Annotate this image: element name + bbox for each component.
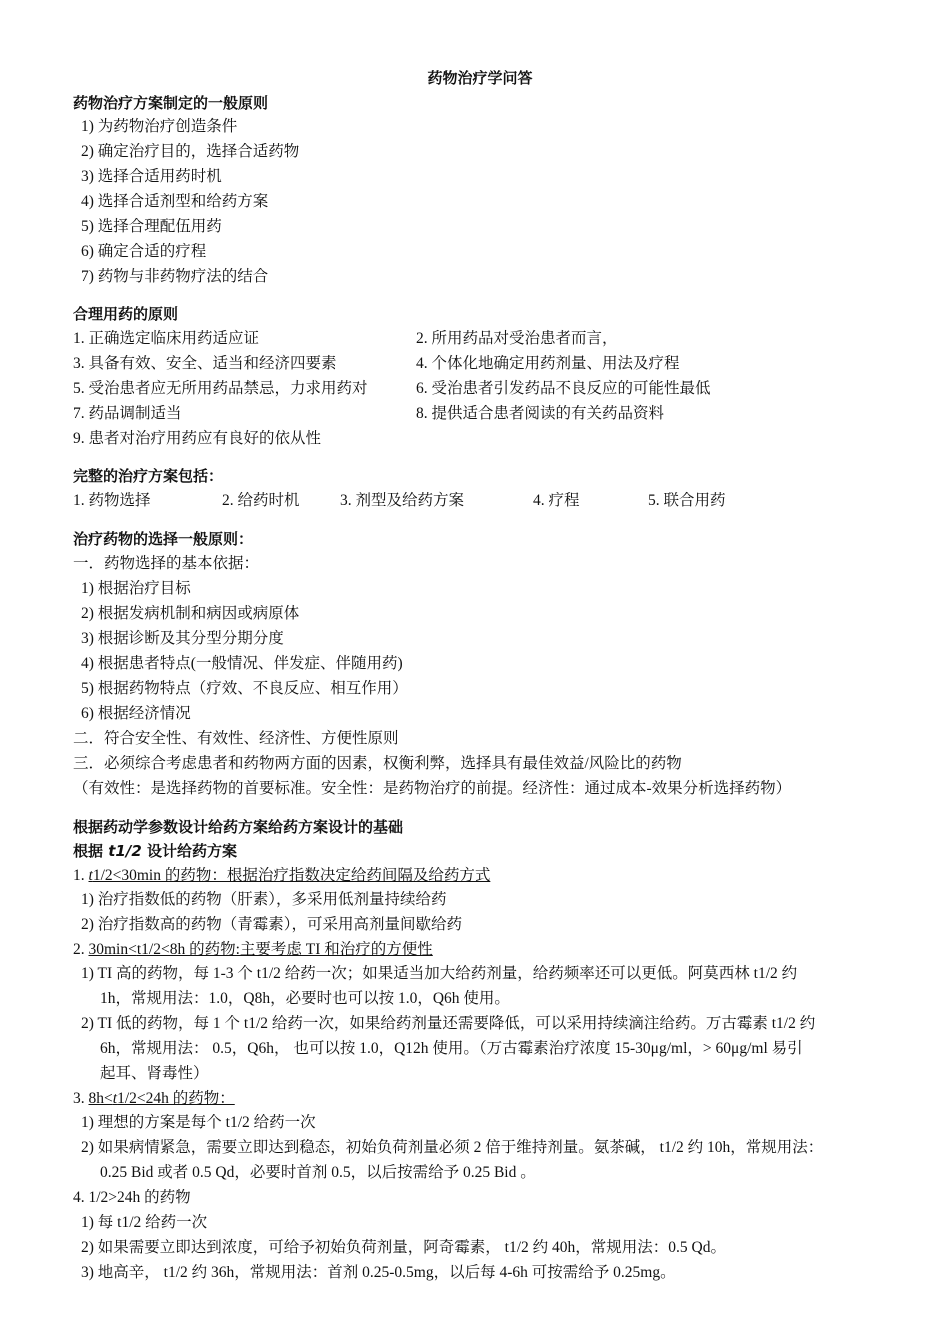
section-heading-rational-use: 合理用药的原则 (73, 305, 179, 323)
group-heading-4: 4. 1/2>24h 的药物 (73, 1189, 191, 1206)
list-item-continuation: 1h，常规用法：1.0，Q8h，必要时也可以按 1.0，Q6h 使用。 (100, 990, 510, 1007)
list-item: 1) 理想的方案是每个 t1/2 给药一次 (81, 1114, 316, 1131)
list-item: 1. 药物选择 (73, 492, 151, 509)
list-item: 2) 确定治疗目的，选择合适药物 (81, 143, 300, 160)
list-item: 6. 受治患者引发药品不良反应的可能性最低 (416, 380, 711, 397)
list-item: 2) 如果病情紧急，需要立即达到稳态，初始负荷剂量必须 2 倍于维持剂量。氨茶碱， t1/2 约 10h，常规用法： (81, 1139, 824, 1156)
list-item: 3) 选择合适用药时机 (81, 168, 222, 185)
list-item: 3. 具备有效、安全、适当和经济四要素 (73, 355, 337, 372)
list-item: 2) 如果需要立即达到浓度，可给予初始负荷剂量，阿奇霉素， t1/2 约 40h，常规用法：0.5 Qd。 (81, 1239, 726, 1256)
subheading: 一．药物选择的基本依据： (73, 555, 260, 572)
list-item: 6) 根据经济情况 (81, 705, 191, 722)
list-item: 7. 药品调制适当 (73, 405, 182, 422)
list-item: 3. 剂型及给药方案 (340, 492, 465, 509)
list-item: 5. 受治患者应无所用药品禁忌，力求用药对 (73, 380, 368, 397)
list-item: 3) 根据诊断及其分型分期分度 (81, 630, 284, 647)
list-item: 4) 根据患者特点(一般情况、伴发症、伴随用药) (81, 655, 403, 672)
list-item: 4) 选择合适剂型和给药方案 (81, 193, 269, 210)
list-item: 1) 为药物治疗创造条件 (81, 118, 238, 135)
subheading: 三．必须综合考虑患者和药物两方面的因素，权衡利弊，选择具有最佳效益/风险比的药物 (73, 755, 682, 772)
list-item: 2) 治疗指数高的药物（青霉素），可采用高剂量间歇给药 (81, 916, 463, 933)
list-item: 1. 正确选定临床用药适应证 (73, 330, 260, 347)
group-heading-2: 2. 30min<t1/2<8h 的药物:主要考虑 TI 和治疗的方便性 (73, 941, 433, 958)
list-item: 1) 每 t1/2 给药一次 (81, 1214, 208, 1231)
list-item: 5) 根据药物特点（疗效、不良反应、相互作用） (81, 680, 408, 697)
list-item: 9. 患者对治疗用药应有良好的依从性 (73, 430, 322, 447)
section-heading-drug-selection: 治疗药物的选择一般原则： (73, 530, 254, 548)
list-item: 1) TI 高的药物，每 1-3 个 t1/2 给药一次；如果适当加大给药剂量，给药频率还可以更低。阿莫西林 t1/2 约 (81, 965, 798, 982)
list-item: 4. 疗程 (533, 492, 580, 509)
section-heading-general-principles: 药物治疗方案制定的一般原则 (73, 94, 269, 112)
list-item: 6) 确定合适的疗程 (81, 243, 207, 260)
list-item: 4. 个体化地确定用药剂量、用法及疗程 (416, 355, 680, 372)
list-item: 2. 所用药品对受治患者而言， (416, 330, 618, 347)
note: （有效性：是选择药物的首要标准。安全性：是药物治疗的前提。经济性：通过成本-效果分析选择药物） (73, 780, 792, 797)
section-heading-pk-dosing: 根据药动学参数设计给药方案给药方案设计的基础 (73, 818, 404, 836)
list-item: 2) 根据发病机制和病因或病原体 (81, 605, 300, 622)
list-item: 2. 给药时机 (222, 492, 300, 509)
document-title: 药物治疗学问答 (427, 69, 533, 87)
group-heading-1: 1. t1/2<30min 的药物：根据治疗指数决定给药间隔及给药方式 (73, 867, 491, 884)
list-item: 5. 联合用药 (648, 492, 726, 509)
group-heading-3: 3. 8h<t1/2<24h 的药物： (73, 1090, 235, 1107)
list-item: 1) 治疗指数低的药物（肝素），多采用低剂量持续给药 (81, 891, 447, 908)
list-item-continuation: 6h，常规用法： 0.5，Q6h， 也可以按 1.0，Q12h 使用。（万古霉素治疗浓度 15-30μg/ml，> 60μg/ml 易引 (100, 1040, 803, 1057)
list-item: 8. 提供适合患者阅读的有关药品资料 (416, 405, 665, 422)
section-heading-complete-plan: 完整的治疗方案包括： (73, 467, 224, 485)
list-item: 2) TI 低的药物，每 1 个 t1/2 给药一次，如果给药剂量还需要降低，可以采用持续滴注给药。万古霉素 t1/2 约 (81, 1015, 816, 1032)
list-item-continuation: 0.25 Bid 或者 0.5 Qd，必要时首剂 0.5，以后按需给予 0.25 Bid 。 (100, 1164, 536, 1181)
subheading: 二．符合安全性、有效性、经济性、方便性原则 (73, 730, 399, 747)
subheading-t-half: 根据 t1/2 设计给药方案 (73, 842, 237, 860)
list-item: 3) 地高辛， t1/2 约 36h，常规用法：首剂 0.25-0.5mg，以后每 4-6h 可按需给予 0.25mg。 (81, 1264, 676, 1281)
list-item-continuation: 起耳、肾毒性） (100, 1065, 209, 1082)
list-item: 5) 选择合理配伍用药 (81, 218, 222, 235)
list-item: 7) 药物与非药物疗法的结合 (81, 268, 269, 285)
list-item: 1) 根据治疗目标 (81, 580, 191, 597)
